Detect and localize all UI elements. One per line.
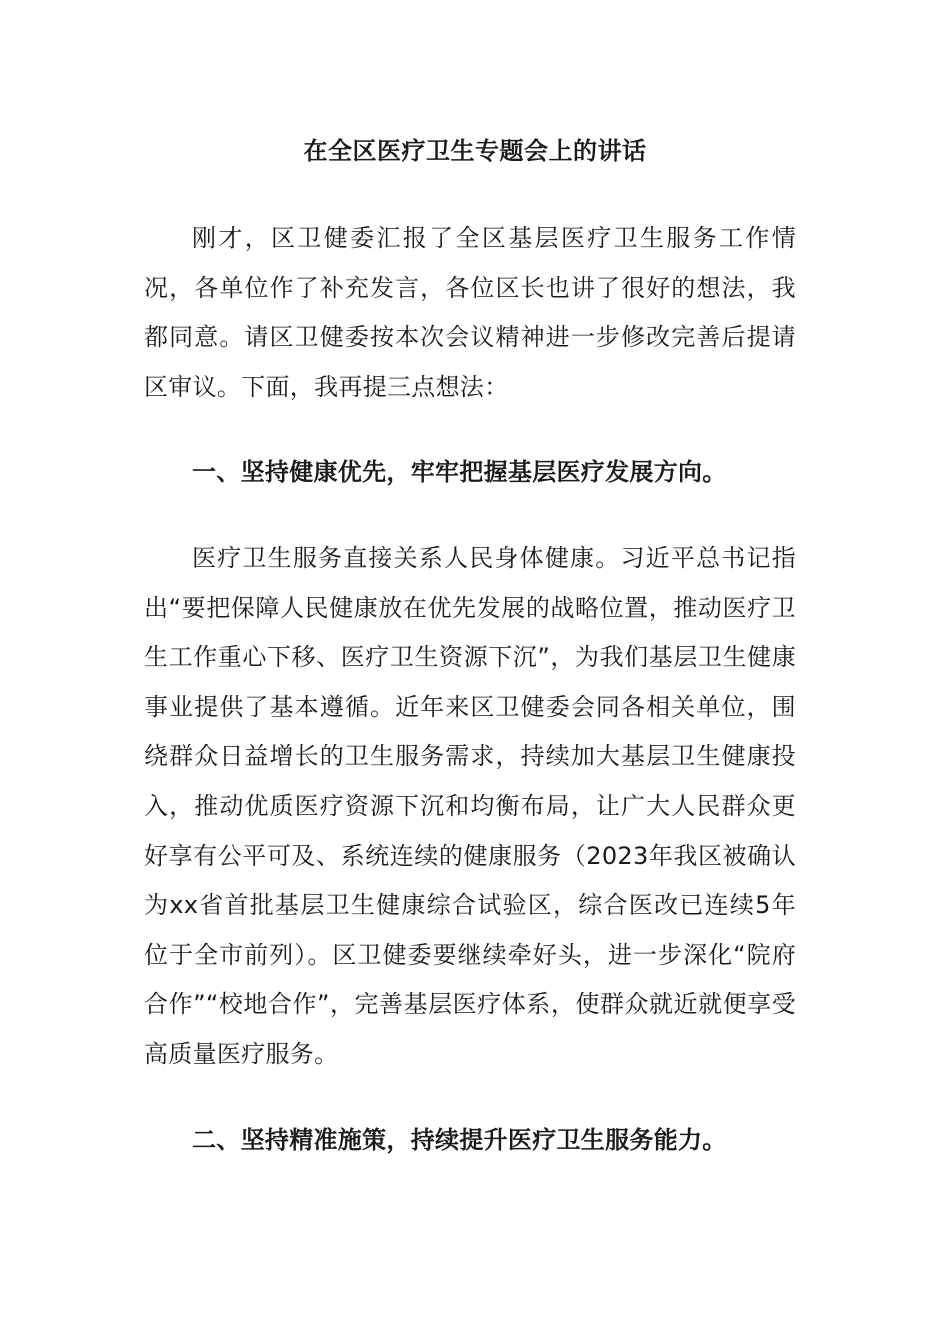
paragraph-section-1: 医疗卫生服务直接关系人民身体健康。习近平总书记指出“要把保障人民健康放在优先发展的战略位置，推动医疗卫生工作重心下移、医疗卫生资源下沉”，为我们基层卫生健康事业提供了基本遵循。近年来区卫健委会同各相关单位，围绕群众日益增长的卫生服务需求，持续加大基层卫生健康投入，推动优质医疗资源下沉和均衡布局，让广大人民群众更好享有公平可及、系统连续的健康服务（2023年我区被确认为xx省首批基层卫生健康综合试验区，综合医改已连续5年位于全市前列）。区卫健委要继续牵好头，进一步深化“院府合作”“校地合作”，完善基层医疗体系，使群众就近就便享受高质量医疗服务。 — [144, 544, 796, 1068]
section-heading-1: 一、坚持健康优先，牢牢把握基层医疗发展方向。 — [192, 458, 727, 486]
section-heading-2: 二、坚持精准施策，持续提升医疗卫生服务能力。 — [192, 1126, 727, 1154]
paragraph-intro: 刚才，区卫健委汇报了全区基层医疗卫生服务工作情况，各单位作了补充发言，各位区长也讲了很好的想法，我都同意。请区卫健委按本次会议精神进一步修改完善后提请区审议。下面，我再提三点想法： — [144, 224, 796, 401]
document-title: 在全区医疗卫生专题会上的讲话 — [303, 137, 647, 165]
